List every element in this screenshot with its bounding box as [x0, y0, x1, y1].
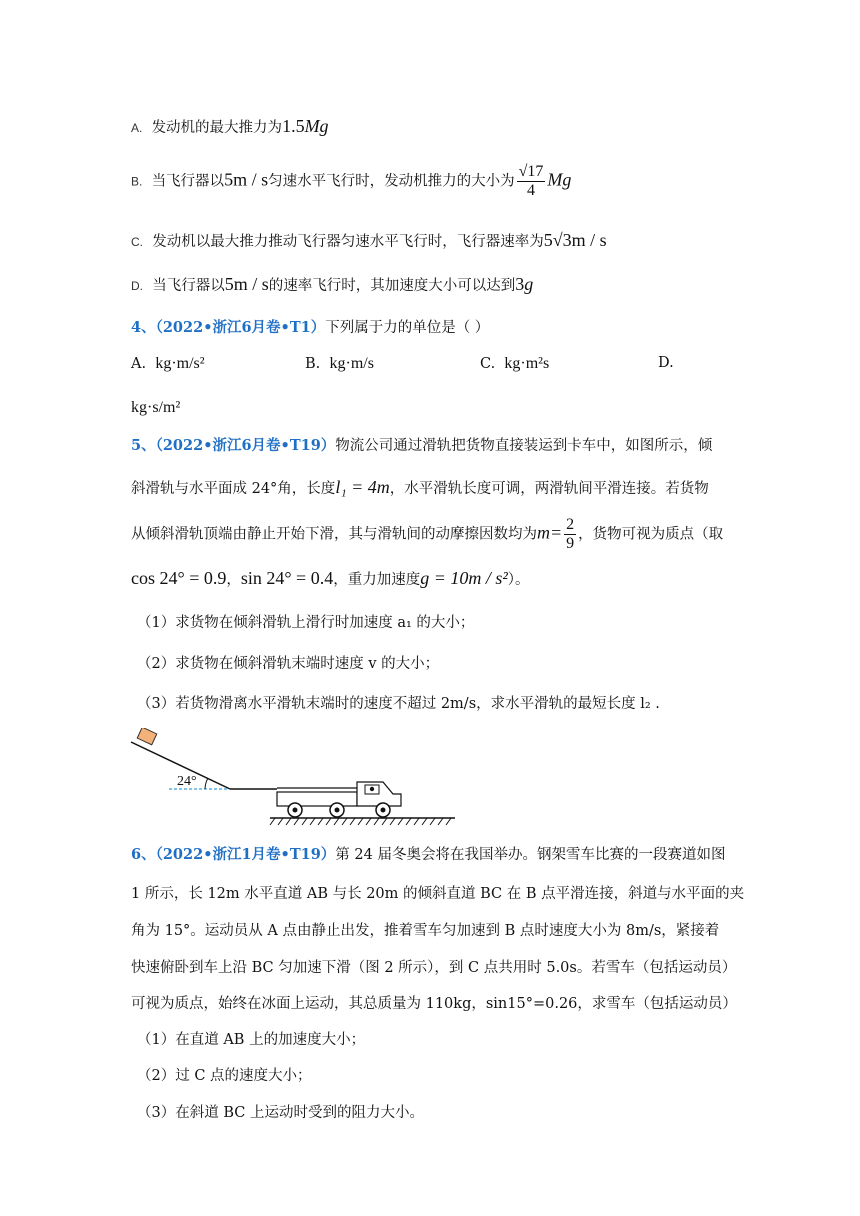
option-expr: 1.5 — [282, 116, 305, 136]
q5-line-4 — [131, 569, 530, 588]
speed-value: 5m / s — [224, 274, 269, 294]
text: ）。 — [507, 572, 530, 588]
truck-bed — [277, 792, 357, 806]
q4-option-c — [480, 356, 549, 372]
text: 斜滑轨与水平面成 24°角，长度 — [131, 481, 336, 497]
q5-line-1 — [131, 439, 712, 454]
q6-sub-3: （3）在斜道 BC 上运动时受到的阻力大小。 — [137, 1105, 424, 1121]
text: 从倾斜滑轨顶端由静止开始下滑，其与滑轨间的动摩擦因数均为 — [131, 526, 537, 543]
angle-arc — [205, 778, 208, 789]
option-text: 的速率飞行时，其加速度大小可以达到 — [268, 278, 516, 294]
question-tag: 6、（2022•浙江1月卷•T19） — [131, 846, 336, 863]
question-tag: 5、（2022•浙江6月卷•T19） — [131, 437, 336, 454]
option-text: 当飞行器以 — [152, 278, 225, 294]
option-label: B. — [305, 356, 321, 372]
option-expr: 5√3m / s — [543, 230, 607, 250]
friction-symbol: m= — [537, 522, 563, 543]
question-text: 物流公司通过滑轨把货物直接装运到卡车中，如图所示，倾 — [335, 438, 713, 454]
fraction — [517, 163, 546, 200]
option-label: B. — [131, 174, 143, 189]
text: ， — [226, 572, 241, 588]
q6-line-4: 快速俯卧到车上沿 BC 匀加速下滑（图 2 所示），到 C 点共用时 5.0s。若雪车（包括运动员） — [131, 960, 737, 976]
option-label: C. — [480, 356, 496, 372]
option-label: D. — [658, 355, 674, 371]
gravity-value: g = 10m / s² — [420, 568, 508, 588]
angle-label: 24° — [177, 774, 197, 789]
ground-hatch — [270, 818, 451, 825]
wheel-3 — [376, 803, 390, 817]
option-label: C. — [131, 235, 143, 249]
q4-option-d-label — [658, 356, 674, 371]
q6-sub-1: （1）在直道 AB 上的加速度大小； — [137, 1032, 366, 1048]
sin-value: sin 24° = 0.4 — [240, 568, 334, 588]
option-var: Mg — [304, 116, 329, 136]
option-text: 发动机的最大推力为 — [151, 120, 283, 136]
q5-sub-3: （3）若货物滑离水平滑轨末端时的速度不超过 2m/s，求水平滑轨的最短长度 l₂ . — [137, 696, 660, 712]
q4-option-b — [305, 356, 374, 372]
fraction-denominator: 4 — [526, 182, 535, 199]
q5-line-3 — [131, 516, 723, 553]
q4-option-a — [131, 356, 205, 372]
q3-option-c — [131, 231, 607, 250]
q3-option-b — [131, 163, 571, 200]
option-value: kg·m²s — [504, 355, 550, 372]
option-text: 发动机以最大推力推动飞行器匀速水平飞行时，飞行器速率为 — [152, 234, 544, 250]
option-text: 匀速水平飞行时，发动机推力的大小为 — [268, 173, 515, 190]
q6-line-1 — [131, 848, 725, 863]
q6-line-5: 可视为质点，始终在冰面上运动，其总质量为 110kg，sin15°=0.26，求雪车（包括运动员） — [131, 996, 737, 1012]
option-value: kg·m/s — [329, 355, 374, 372]
option-var: Mg — [547, 169, 572, 190]
q5-line-2 — [131, 478, 709, 497]
q3-option-a — [131, 117, 329, 136]
fraction-denominator: 9 — [566, 535, 575, 552]
option-value: kg·s/m² — [131, 399, 181, 416]
q6-line-3: 角为 15°。运动员从 A 点由静止出发，推着雪车匀加速到 B 点时速度大小为 8m/s，紧接着 — [131, 923, 720, 939]
q6-sub-2: （2）过 C 点的速度大小； — [137, 1068, 312, 1084]
fraction-numerator: 2 — [566, 516, 575, 533]
question-tag: 4、（2022•浙江6月卷•T1） — [131, 319, 326, 336]
option-expr: 3 — [515, 274, 525, 294]
option-var: g — [524, 274, 534, 294]
question-text: 第 24 届冬奥会将在我国举办。钢架雪车比赛的一段赛道如图 — [335, 847, 726, 863]
q3-option-d — [131, 275, 533, 294]
option-label: A. — [131, 121, 143, 135]
cos-value: cos 24° = 0.9 — [131, 568, 227, 588]
driver — [370, 787, 374, 791]
length-value: l₁ = 4m — [335, 477, 390, 497]
q4-stem — [131, 321, 489, 336]
q4-option-d-value — [131, 400, 180, 416]
text: ，货物可视为质点（取 — [578, 526, 724, 543]
cargo-box — [137, 728, 157, 745]
wheel-2 — [330, 803, 344, 817]
fraction-numerator: √17 — [518, 163, 544, 180]
option-label: D. — [131, 279, 143, 293]
slide-truck-figure — [125, 728, 465, 832]
friction-fraction — [564, 516, 576, 553]
text: ，水平滑轨长度可调，两滑轨间平滑连接。若货物 — [389, 481, 709, 497]
option-label: A. — [131, 356, 147, 372]
question-text: 下列属于力的单位是（ ） — [325, 320, 490, 336]
text: ，重力加速度 — [333, 572, 421, 588]
q5-sub-1: （1）求货物在倾斜滑轨上滑行时加速度 a₁ 的大小； — [137, 615, 475, 631]
option-value: kg·m/s² — [155, 355, 205, 372]
q5-sub-2: （2）求货物在倾斜滑轨末端时速度 v 的大小； — [137, 656, 440, 672]
option-text: 当飞行器以 — [151, 173, 225, 190]
q6-line-2: 1 所示，长 12m 水平直道 AB 与长 20m 的倾斜直道 BC 在 B 点平滑连接，斜道与水平面的夹 — [131, 886, 745, 902]
speed-value: 5m / s — [224, 169, 269, 190]
wheel-1 — [288, 803, 302, 817]
